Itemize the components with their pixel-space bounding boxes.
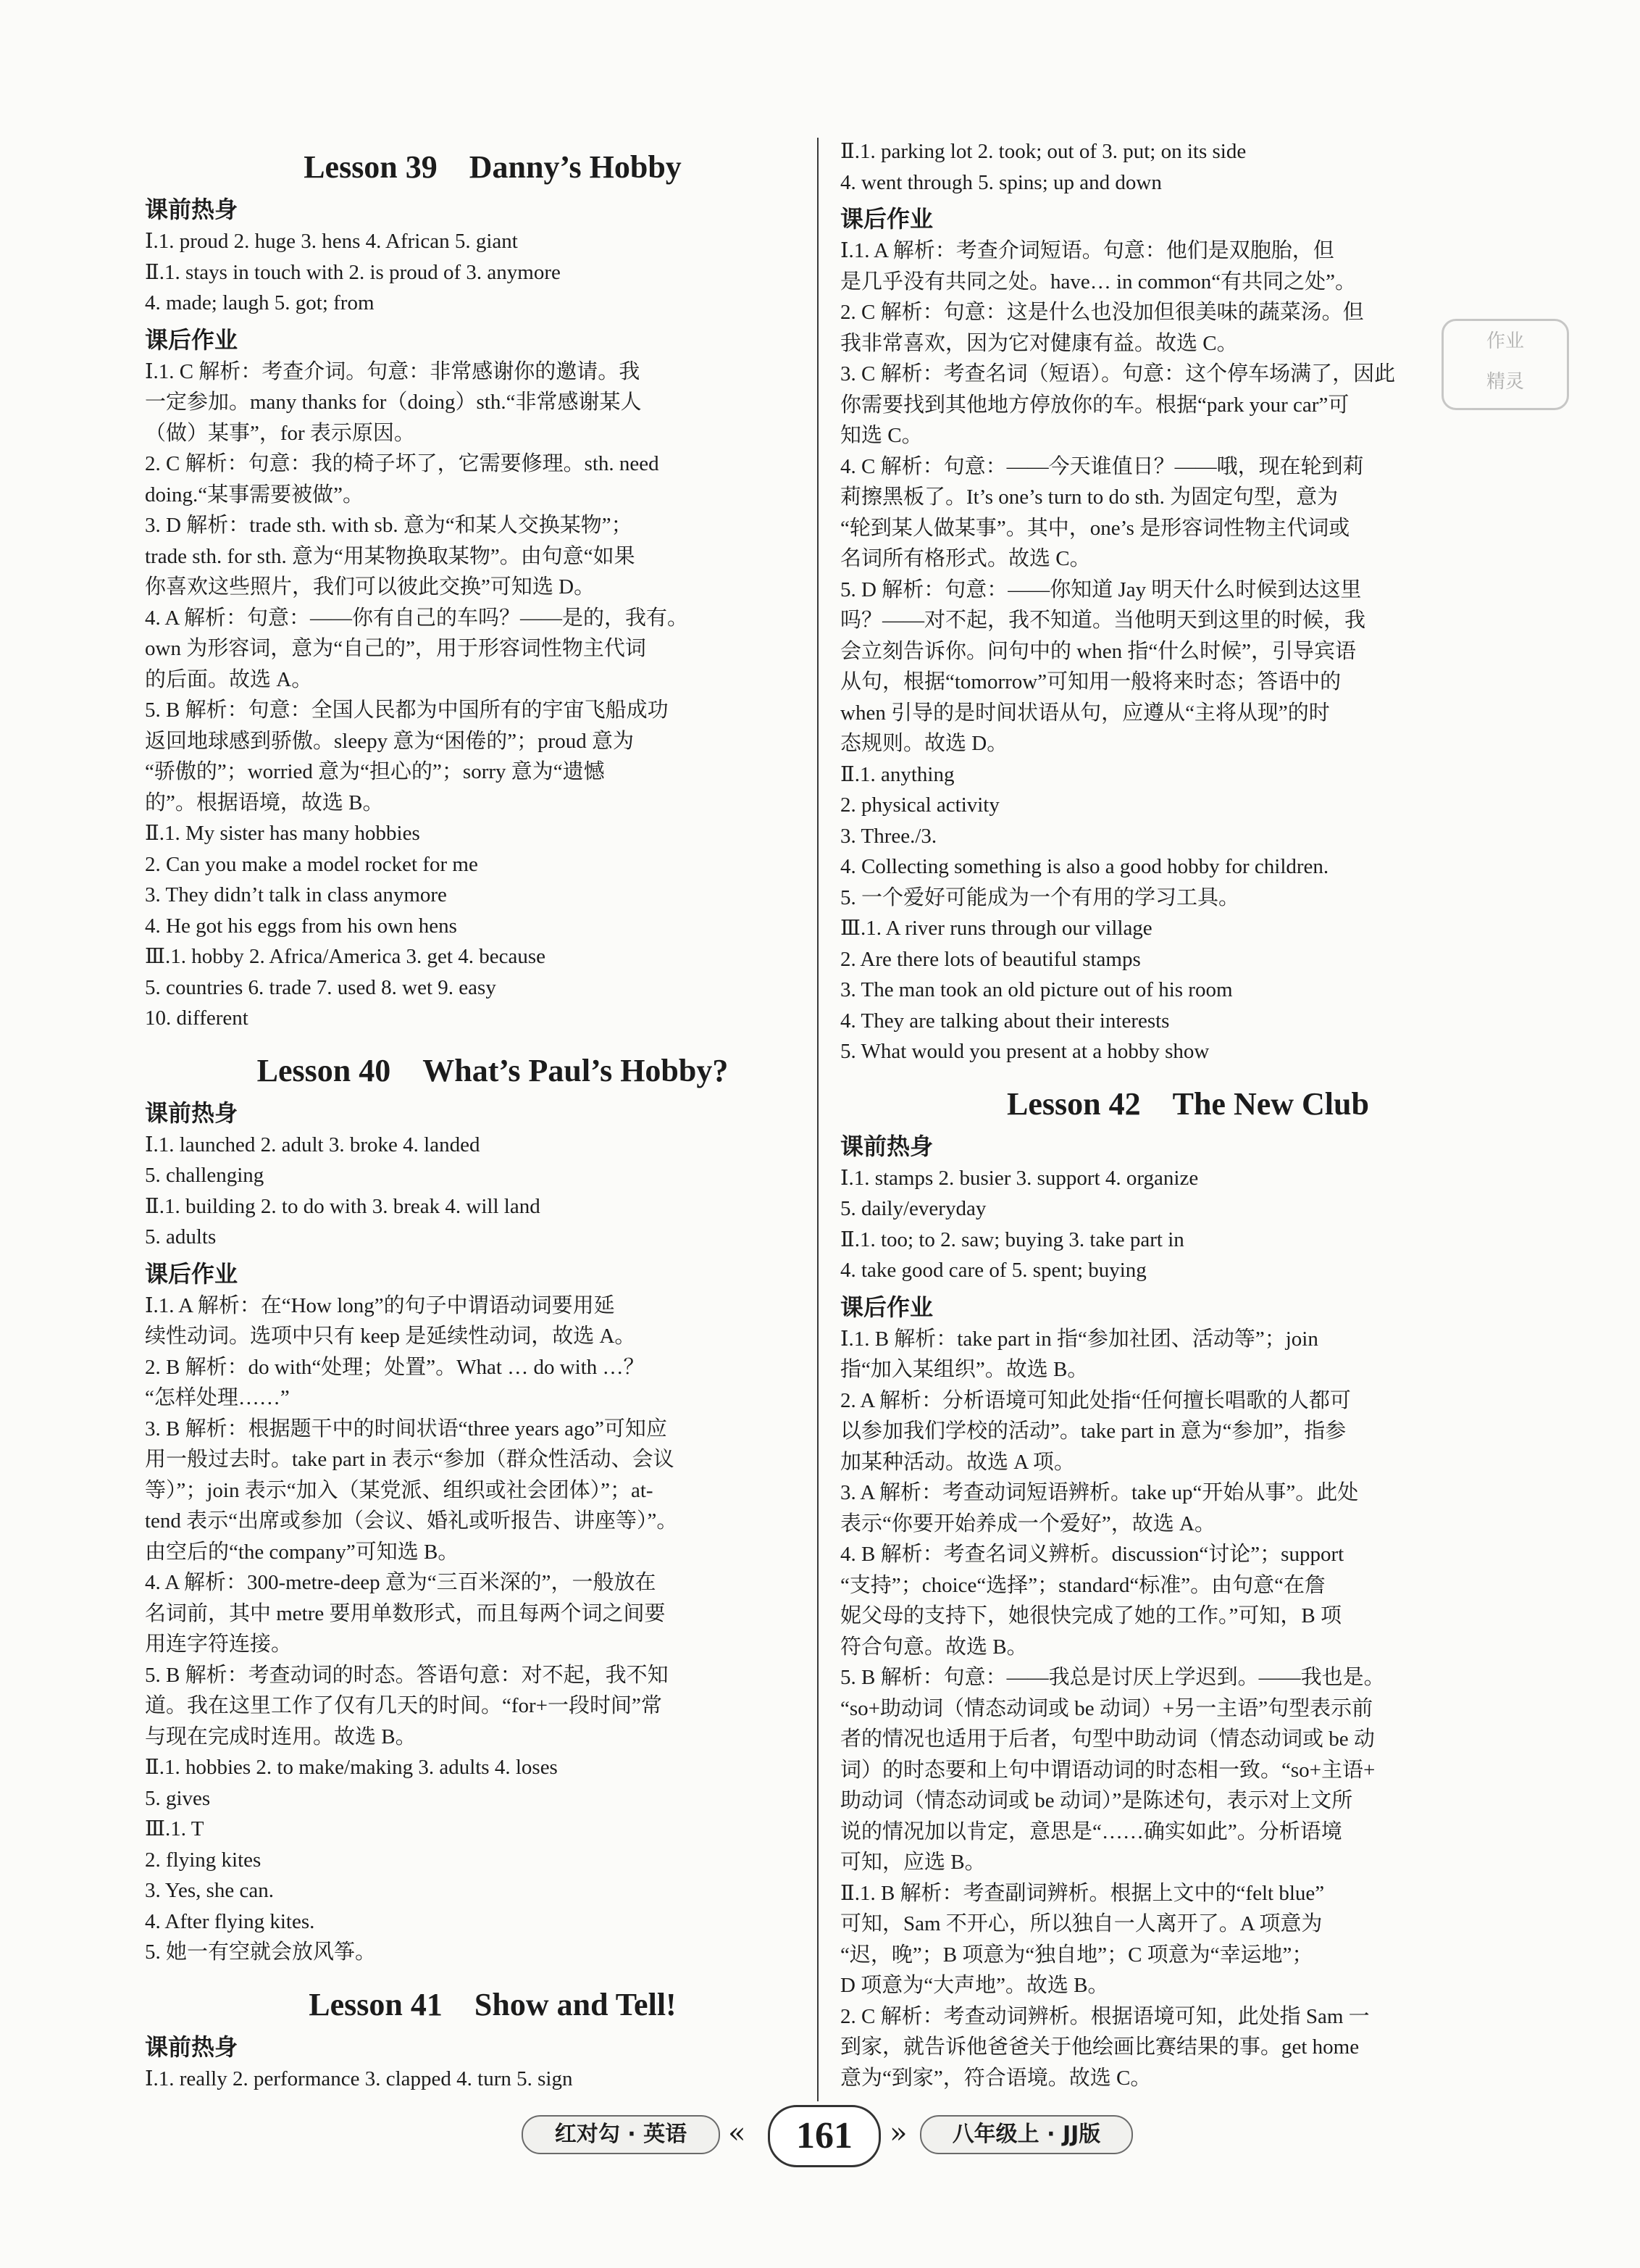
text-line: Ⅱ.1. My sister has many hobbies [145, 822, 420, 845]
text-line: 5. B 解析：考查动词的时态。答语句意：对不起，我不知 [145, 1663, 669, 1687]
right-chevron-icon: » [890, 2117, 908, 2150]
text-line: 3. Yes, she can. [145, 1879, 275, 1902]
text-line: 助动词（情态动词或 be 动词）”是陈述句，表示对上文所 [840, 1789, 1353, 1812]
text-line: 说的情况加以肯定，意思是“……确实如此”。分析语境 [840, 1819, 1342, 1843]
text-line: 5. 一个爱好可能成为一个有用的学习工具。 [840, 885, 1240, 909]
text-line: 5. What would you present at a hobby show [840, 1040, 1210, 1063]
text-line: Ⅰ.1. launched 2. adult 3. broke 4. landed [145, 1133, 480, 1156]
l39-pre-lines [145, 226, 840, 319]
text-line: 2. Are there lots of beautiful stamps [840, 947, 1141, 971]
text-line: 5. D 解析：句意：——你知道 Jay 明天什么时候到达这里 [840, 578, 1362, 601]
text-line: 5. countries 6. trade 7. used 8. wet 9. easy [145, 975, 496, 999]
text-line: 4. A 解析：300-metre-deep 意为“三百米深的”，一般放在 [145, 1571, 656, 1594]
text-line: Ⅰ.1. C 解析：考查介词。句意：非常感谢你的邀请。我 [145, 359, 640, 383]
text-line: 4. They are talking about their interests [840, 1009, 1170, 1033]
text-line: 莉擦黑板了。It’s one’s turn to do sth. 为固定句型，意为 [840, 485, 1339, 509]
text-line: 3. The man took an old picture out of his room [840, 978, 1233, 1001]
text-line: 是几乎没有共同之处。have… in common“有共同之处”。 [840, 270, 1357, 293]
text-line: 10. different [145, 1006, 248, 1030]
text-line: 可知，Sam 不开心，所以独自一人离开了。A 项意为 [840, 1912, 1323, 1935]
text-line: 2. B 解析：do with“处理；处置”。What … do with …？ [145, 1355, 645, 1379]
l40-pre-lines [145, 1130, 840, 1253]
text-line: 4. He got his eggs from his own hens [145, 914, 457, 938]
lesson-39-title: Lesson 39 Danny’s Hobby [304, 149, 682, 185]
l39-post-lines [145, 357, 840, 1034]
text-line: 我非常喜欢，因为它对健康有益。故选 C。 [840, 331, 1238, 355]
text-line: Ⅰ.1. A 解析：在“How long”的句子中谓语动词要用延 [145, 1293, 615, 1317]
text-line: 4. After flying kites. [145, 1909, 315, 1933]
text-line: 的”。根据语境，故选 B。 [145, 791, 384, 814]
text-line: Ⅱ.1. too; to 2. saw; buying 3. take part in [840, 1227, 1184, 1251]
text-line: 符合句意。故选 B。 [840, 1635, 1028, 1659]
left-column [145, 130, 840, 2094]
l39-post-heading: 课后作业 [145, 325, 238, 354]
text-line: when 引导的是时间状语从句，应遵从“主将从现”的时 [840, 701, 1330, 725]
text-line: 续性动词。选项中只有 keep 是延续性动词，故选 A。 [145, 1325, 636, 1348]
l41-continued-lines [840, 136, 1536, 198]
text-line: 2. C 解析：句意：我的椅子坏了，它需要修理。sth. need [145, 452, 659, 475]
book-label: 红对勾 · 英语 [522, 2115, 720, 2154]
text-line: 到家，就告诉他爸爸关于他绘画比赛结果的事。get home [840, 2035, 1360, 2059]
text-line: tend 表示“出席或参加（会议、婚礼或听报告、讲座等）”。 [145, 1509, 678, 1533]
text-line: Ⅱ.1. hobbies 2. to make/making 3. adults 4. loses [145, 1756, 558, 1779]
text-line: 4. went through 5. spins; up and down [840, 170, 1162, 194]
text-line: 你喜欢这些照片，我们可以彼此交换”可知选 D。 [145, 575, 595, 599]
l41-post-heading: 课后作业 [840, 205, 934, 233]
l40-post-heading: 课后作业 [145, 1259, 238, 1288]
text-line: 加某种活动。故选 A 项。 [840, 1450, 1075, 1474]
text-line: 5. 她一有空就会放风筝。 [145, 1940, 377, 1964]
text-line: Ⅰ.1. A 解析：考查介词短语。句意：他们是双胞胎，但 [840, 239, 1334, 262]
grade-label: 八年级上 · JJ版 [920, 2115, 1133, 2154]
text-line: 5. adults [145, 1225, 217, 1248]
text-line: Ⅲ.1. A river runs through our village [840, 917, 1152, 940]
text-line: trade sth. for sth. 意为“用某物换取某物”。由句意“如果 [145, 544, 635, 568]
text-line: 2. C 解析：句意：这是什么也没加但很美味的蔬菜汤。但 [840, 301, 1364, 324]
text-line: Ⅰ.1. proud 2. huge 3. hens 4. African 5. giant [145, 230, 518, 253]
text-line: 2. C 解析：考查动词辨析。根据语境可知，此处指 Sam 一 [840, 2004, 1370, 2028]
text-line: Ⅱ.1. B 解析：考查副词辨析。根据上文中的“felt blue” [840, 1881, 1325, 1905]
l42-post-lines [840, 1324, 1536, 2094]
left-chevron-icon: « [728, 2117, 746, 2150]
text-line: 用一般过去时。take part in 表示“参加（群众性活动、会议 [145, 1448, 674, 1471]
text-line: 道。我在这里工作了仅有几天的时间。“for+一段时间”常 [145, 1694, 662, 1717]
lesson-40-title: Lesson 40 What’s Paul’s Hobby? [256, 1052, 729, 1088]
text-line: 名词所有格形式。故选 C。 [840, 547, 1091, 570]
text-line: 表示“你要开始养成一个爱好”，故选 A。 [840, 1512, 1216, 1535]
text-line: 4. B 解析：考查名词义辨析。discussion“讨论”；support [840, 1543, 1344, 1566]
text-line: Ⅰ.1. really 2. performance 3. clapped 4. turn 5. sign [145, 2067, 573, 2090]
text-line: D 项意为“大声地”。故选 B。 [840, 1974, 1109, 1997]
text-line: 态规则。故选 D。 [840, 732, 1008, 755]
text-line: “轮到某人做某事”。其中，one’s 是形容词性物主代词或 [840, 516, 1350, 540]
text-line: 会立刻告诉你。问句中的 when 指“什么时候”，引导宾语 [840, 639, 1357, 663]
text-line: 5. daily/everyday [840, 1197, 987, 1220]
text-line: Ⅱ.1. building 2. to do with 3. break 4. will land [145, 1194, 540, 1218]
text-line: 3. A 解析：考查动词短语辨析。take up“开始从事”。此处 [840, 1481, 1359, 1504]
text-line: Ⅲ.1. T [145, 1817, 204, 1840]
text-line: own 为形容词，意为“自己的”，用于形容词性物主代词 [145, 637, 646, 660]
text-line: 可知，应选 B。 [840, 1851, 986, 1874]
lesson-41-title: Lesson 41 Show and Tell! [309, 1986, 677, 2022]
text-line: 词）的时态要和上句中谓语动词的时态相一致。“so+主语+ [840, 1758, 1376, 1782]
text-line: “迟，晚”；B 项意为“独自地”；C 项意为“幸运地”； [840, 1943, 1313, 1967]
text-line: 5. B 解析：句意：全国人民都为中国所有的宇宙飞船成功 [145, 699, 669, 722]
text-line: 3. D 解析：trade sth. with sb. 意为“和某人交换某物”； [145, 514, 632, 537]
text-line: 指“加入某组织”。故选 B。 [840, 1358, 1089, 1381]
text-line: 用连字符连接。 [145, 1633, 293, 1656]
text-line: Ⅲ.1. hobby 2. Africa/America 3. get 4. because [145, 945, 546, 968]
text-line: 4. Collecting something is also a good hobby for children. [840, 855, 1329, 878]
text-line: 4. made; laugh 5. got; from [145, 291, 375, 314]
text-line: 等）”；join 表示“加入（某党派、组织或社会团体）”；at- [145, 1478, 653, 1502]
l41-pre-lines [145, 2064, 840, 2095]
text-line: 3. B 解析：根据题干中的时间状语“three years ago”可知应 [145, 1417, 667, 1441]
text-line: 名词前，其中 metre 要用单数形式，而且每两个词之间要 [145, 1601, 666, 1625]
page-footer [0, 2105, 1640, 2163]
l39-pre-heading: 课前热身 [145, 196, 238, 223]
text-line: Ⅱ.1. stays in touch with 2. is proud of 3. anymore [145, 260, 561, 284]
right-column [840, 136, 1536, 2093]
text-line: 2. Can you make a model rocket for me [145, 852, 478, 876]
text-line: 5. challenging [145, 1164, 264, 1187]
text-line: “骄傲的”；worried 意为“担心的”；sorry 意为“遗憾 [145, 760, 605, 783]
text-line: 3. C 解析：考查名词（短语）。句意：这个停车场满了，因此 [840, 362, 1396, 385]
text-line: 一定参加。many thanks for（doing）sth.“非常感谢某人 [145, 391, 642, 414]
text-line: Ⅰ.1. B 解析：take part in 指“参加社团、活动等”；join [840, 1327, 1318, 1351]
page-number: 161 [768, 2105, 881, 2167]
text-line: （做）某事”，for 表示原因。 [145, 421, 415, 445]
text-line: 与现在完成时连用。故选 B。 [145, 1725, 417, 1748]
text-line: 返回地球感到骄傲。sleepy 意为“困倦的”；proud 意为 [145, 729, 634, 753]
l41-post-lines [840, 235, 1536, 1067]
text-line: 者的情况也适用于后者，句型中助动词（情态动词或 be 动 [840, 1727, 1375, 1751]
text-line: 2. physical activity [840, 793, 1000, 817]
text-line: 妮父母的支持下，她很快完成了她的工作。”可知，B 项 [840, 1604, 1342, 1627]
text-line: 意为“到家”，符合语境。故选 C。 [840, 2066, 1152, 2090]
text-line: doing.“某事需要被做”。 [145, 483, 364, 506]
l42-pre-lines [840, 1163, 1536, 1286]
text-line: 以参加我们学校的活动”。take part in 意为“参加”，指参 [840, 1419, 1347, 1443]
text-line: 从句，根据“tomorrow”可知用一般将来时态；答语中的 [840, 670, 1342, 693]
l42-pre-heading: 课前热身 [840, 1132, 934, 1160]
text-line: “so+助动词（情态动词或 be 动词）+另一主语”句型表示前 [840, 1696, 1373, 1720]
homework-stamp: 作业 精灵 [1442, 319, 1569, 410]
l41-pre-heading: 课前热身 [145, 2033, 238, 2061]
text-line: Ⅰ.1. stamps 2. busier 3. support 4. organize [840, 1166, 1199, 1190]
text-line: “支持”；choice“选择”；standard“标准”。由句意“在詹 [840, 1573, 1326, 1597]
text-line: Ⅱ.1. parking lot 2. took; out of 3. put; on its side [840, 140, 1247, 163]
text-line: 4. C 解析：句意：——今天谁值日？——哦，现在轮到莉 [840, 454, 1364, 478]
text-line: 的后面。故选 A。 [145, 667, 313, 691]
text-line: 4. A 解析：句意：——你有自己的车吗？——是的，我有。 [145, 606, 688, 630]
text-line: 3. They didn’t talk in class anymore [145, 883, 447, 906]
text-line: 4. take good care of 5. spent; buying [840, 1259, 1147, 1282]
text-line: 你需要找到其他地方停放你的车。根据“park your car”可 [840, 393, 1350, 417]
l40-post-lines [145, 1291, 840, 1968]
text-line: 吗？——对不起，我不知道。当他明天到这里的时候，我 [840, 609, 1366, 632]
l40-pre-heading: 课前热身 [145, 1098, 238, 1127]
text-line: 5. B 解析：句意：——我总是讨厌上学迟到。——我也是。 [840, 1666, 1385, 1689]
text-line: Ⅱ.1. anything [840, 762, 955, 786]
text-line: 2. A 解析：分析语境可知此处指“任何擅长唱歌的人都可 [840, 1388, 1351, 1412]
lesson-42-title: Lesson 42 The New Club [1007, 1085, 1369, 1122]
text-line: 2. flying kites [145, 1848, 262, 1872]
text-line: “怎样处理……” [145, 1386, 290, 1409]
text-line: 知选 C。 [840, 424, 923, 447]
text-line: 3. Three./3. [840, 824, 937, 848]
text-line: 由空后的“the company”可知选 B。 [145, 1540, 459, 1564]
text-line: 5. gives [145, 1786, 211, 1810]
l42-post-heading: 课后作业 [840, 1293, 934, 1321]
